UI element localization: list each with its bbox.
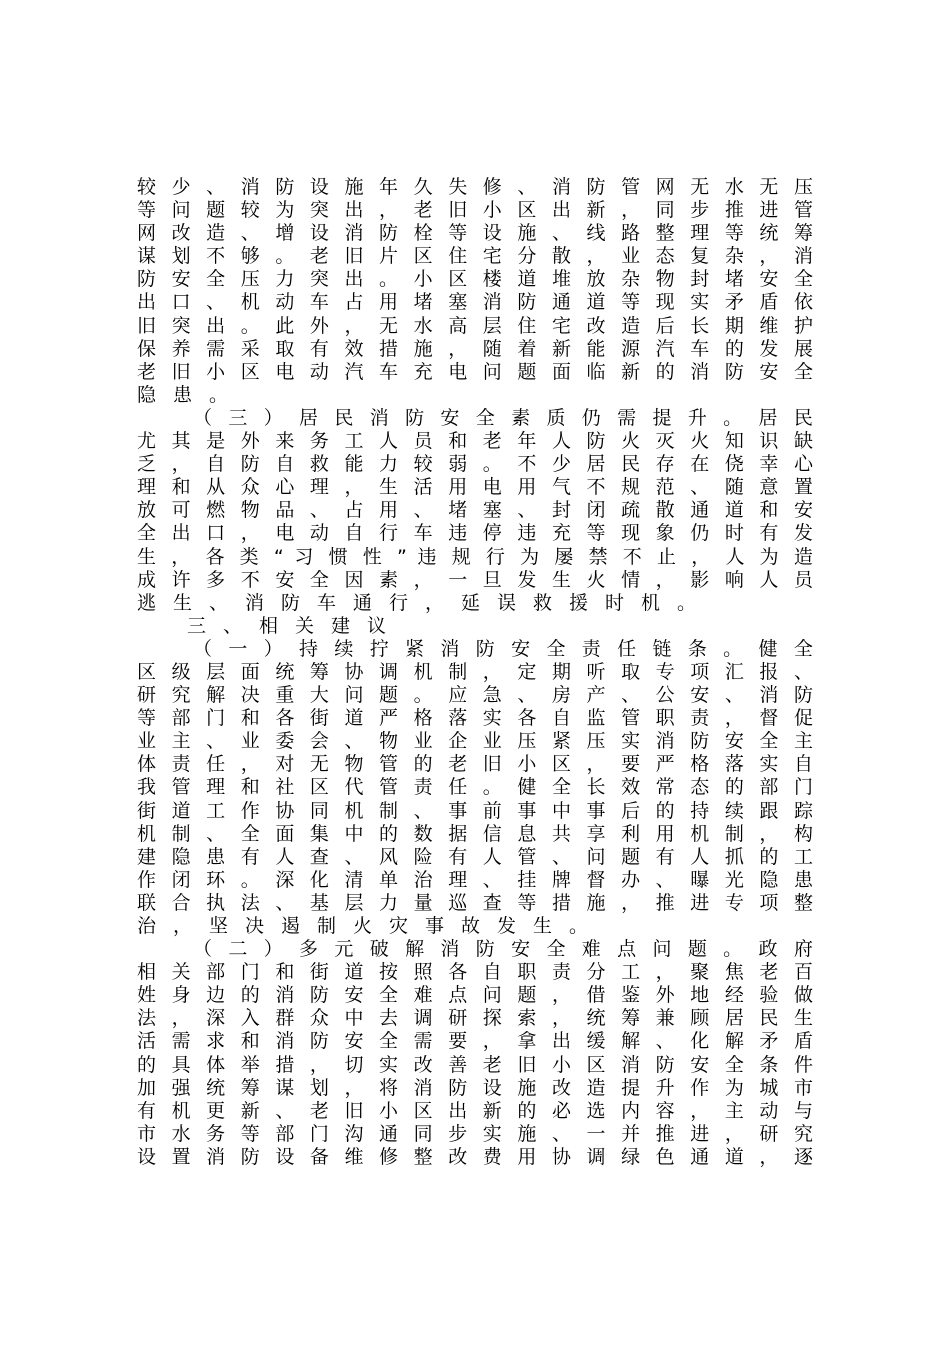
- text-line: 乏 ， 自 防 自 救 能 力 较 弱 。 不 少 居 民 存 在 侥 幸 心: [137, 453, 813, 476]
- text-line: 逃生、消防车通行，延误救援时机。: [137, 591, 714, 614]
- text-line: 作 闭 环 。 深 化 清 单 治 理 、 挂 牌 督 办 、 曝 光 隐 患: [137, 868, 813, 891]
- text-line: 法 ， 深 入 群 众 中 去 调 研 探 索 ， 统 筹 兼 顾 居 民 生: [137, 1007, 813, 1030]
- text-line: 我 管 理 和 社 区 代 管 责 任 。 健 全 长 效 常 态 的 部 门: [137, 776, 813, 799]
- text-line: 放 可 燃 物 品 、 占 用 、 堵 塞 、 封 闭 疏 散 通 道 和 安: [137, 499, 813, 522]
- text-line: 有 机 更 新 、 老 旧 小 区 出 新 的 必 选 内 容 ， 主 动 与: [137, 1099, 813, 1122]
- text-line: 成 许 多 不 安 全 因 素 ， 一 旦 发 生 火 情 ， 影 响 人 员: [137, 568, 813, 591]
- text-line: 保 养 需 采 取 有 效 措 施 ， 随 着 新 能 源 汽 车 的 发 展: [137, 337, 813, 360]
- text-line: 联 合 执 法 、 基 层 力 量 巡 查 等 措 施 ， 推 进 专 项 整: [137, 891, 813, 914]
- text-line: 谋 划 不 够 。 老 旧 片 区 住 宅 分 散 ， 业 态 复 杂 ， 消: [137, 245, 813, 268]
- text-line: 区 级 层 面 统 筹 协 调 机 制 ， 定 期 听 取 专 项 汇 报 、: [137, 660, 813, 683]
- text-line: 理 和 从 众 心 理 ， 生 活 用 电 用 气 不 规 范 、 随 意 置: [137, 476, 813, 499]
- text-line: 旧 突 出 。 此 外 ， 无 水 高 层 住 宅 改 造 后 长 期 维 护: [137, 314, 813, 337]
- text-line: 出 口 、 机 动 车 占 用 堵 塞 消 防 通 道 等 现 实 矛 盾 依: [137, 291, 813, 314]
- text-line: 隐患。: [137, 383, 246, 406]
- text-line: 治，坚决遏制火灾事故发生。: [137, 915, 606, 937]
- text-line: 生 ， 各 类 “ 习 惯 性 ” 违 规 行 为 屡 禁 不 止 ， 人 为 造: [137, 545, 813, 568]
- text-line: 研 究 解 决 重 大 问 题 。 应 急 、 房 产 、 公 安 、 消 防: [137, 684, 813, 707]
- text-line: 尤 其 是 外 来 务 工 人 员 和 老 年 人 防 火 灭 火 知 识 缺: [137, 430, 813, 453]
- text-line: 网 改 造 、 增 设 消 防 栓 等 设 施 、 线 路 整 理 等 统 筹: [137, 222, 813, 245]
- text-line: 体 责 任 ， 对 无 物 管 的 老 旧 小 区 ， 要 严 格 落 实 自: [137, 753, 813, 776]
- text-line: 设 置 消 防 设 备 维 修 整 改 费 用 协 调 绿 色 通 道 ， 逐: [137, 1145, 813, 1168]
- text-line: 活 需 求 和 消 防 安 全 需 要 ， 拿 出 缓 解 、 化 解 矛 盾: [137, 1030, 813, 1053]
- text-line: 较 少 、 消 防 设 施 年 久 失 修 、 消 防 管 网 无 水 无 压: [137, 176, 813, 198]
- text-line: 姓 身 边 的 消 防 安 全 难 点 问 题 ， 借 鉴 外 地 经 验 做: [137, 984, 813, 1007]
- section-heading: 三、相关建议: [187, 614, 404, 637]
- text-line: 的 具 体 举 措 ， 切 实 改 善 老 旧 小 区 消 防 安 全 条 件: [137, 1053, 813, 1076]
- paragraph-heading: （ 二 ） 多 元 破 解 消 防 安 全 难 点 问 题 。 政 府: [193, 938, 813, 961]
- text-line: 机 制 、 全 面 集 中 的 数 据 信 息 共 享 利 用 机 制 ， 构: [137, 822, 813, 845]
- text-line: 建 隐 患 有 人 查 、 风 险 有 人 管 、 问 题 有 人 抓 的 工: [137, 845, 813, 868]
- document-body: [137, 176, 813, 1169]
- text-line: 市 水 务 等 部 门 沟 通 同 步 实 施 、 一 并 推 进 ， 研 究: [137, 1122, 813, 1145]
- text-line: 老 旧 小 区 电 动 汽 车 充 电 问 题 面 临 新 的 消 防 安 全: [137, 360, 813, 383]
- text-line: 全 出 口 ， 电 动 自 行 车 违 停 违 充 等 现 象 仍 时 有 发: [137, 522, 813, 545]
- text-line: 相 关 部 门 和 街 道 按 照 各 自 职 责 分 工 ， 聚 焦 老 百: [137, 961, 813, 984]
- paragraph-heading: （ 一 ） 持 续 拧 紧 消 防 安 全 责 任 链 条 。 健 全: [193, 637, 813, 660]
- text-line: 防 安 全 压 力 突 出 。 小 区 楼 道 堆 放 杂 物 封 堵 安 全: [137, 268, 813, 291]
- paragraph-heading: （ 三 ） 居 民 消 防 安 全 素 质 仍 需 提 升 。 居 民: [193, 406, 813, 429]
- text-line: 等 问 题 较 为 突 出 ， 老 旧 小 区 出 新 ， 同 步 推 进 管: [137, 199, 813, 222]
- text-line: 加 强 统 筹 谋 划 ， 将 消 防 设 施 改 造 提 升 作 为 城 市: [137, 1076, 813, 1099]
- text-line: 业 主 、 业 委 会 、 物 业 企 业 压 紧 压 实 消 防 安 全 主: [137, 730, 813, 753]
- text-line: 等 部 门 和 各 街 道 严 格 落 实 各 自 监 管 职 责 ， 督 促: [137, 707, 813, 730]
- text-line: 街 道 工 作 协 同 机 制 、 事 前 事 中 事 后 的 持 续 跟 踪: [137, 799, 813, 822]
